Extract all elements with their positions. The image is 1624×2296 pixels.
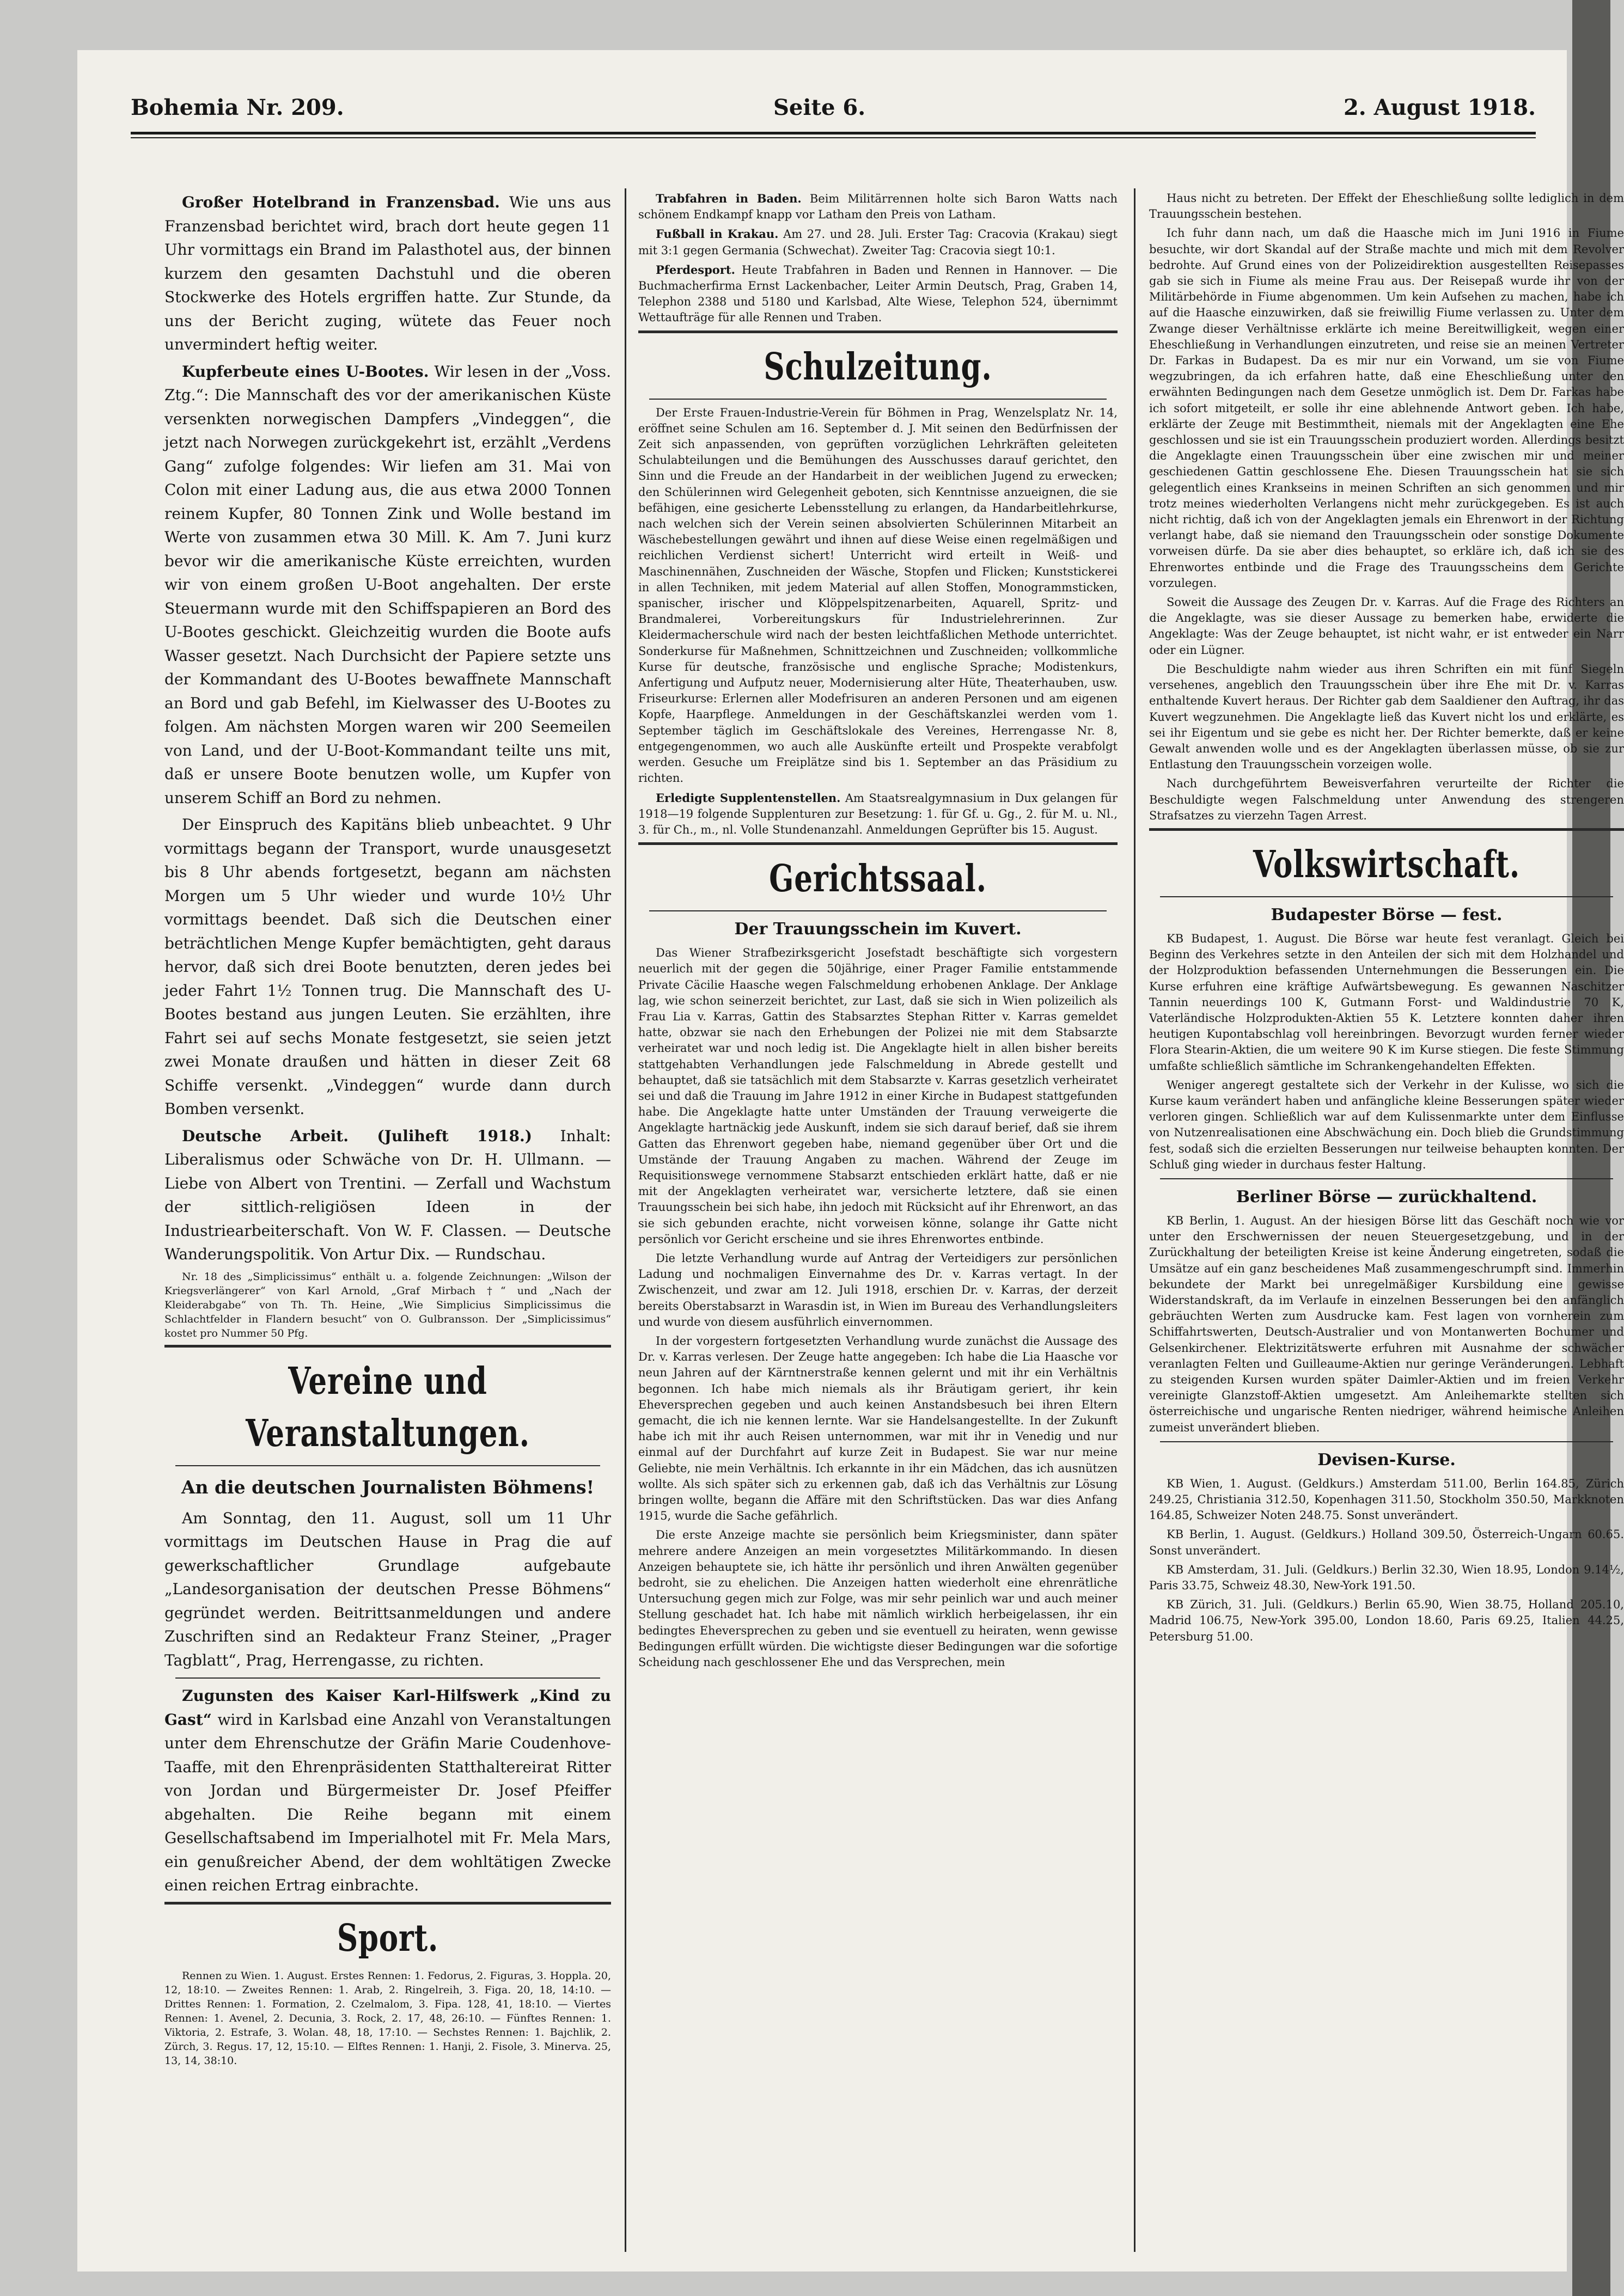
article-trauungsschein-verdict: Nach durchgeführtem Beweisverfahren verurteilte der Richter die Beschuldigte wegen Falschmeldung unter Anwendung des strengeren Strafsatzes zu vierzehn Tagen Arrest. — [1149, 777, 1624, 822]
article-trauungsschein-p1: Das Wiener Strafbezirksgericht Josefstadt beschäftigte sich vorgestern neuerlich mit der gegen die 50jährige, einer Prager Familie entstammende Private Cäcilie Haasche wegen Falschmeldung erhobenen Anklage. Der Anklage lag, wie schon seinerzeit berichtet, zur Last, daß sie sich in Wien polizeilich als Frau Lia v. Karras, Gattin des Stabsarztes Stephan Ritter v. Karras gemeldet hatte, obzwar sie nach den Erhebungen der Polizei nie mit dem Stabsarzte verheiratet war und noch ledig ist. Die Angeklagte hielt in allen bisher bereits stattgehabten Verhandlungen jede Falschmeldung in Abrede gestellt und behauptet, daß sie tatsächlich mit dem Stabsarzte v. Karras gesetzlich verheiratet sei und daß die Trauung im Jahre 1912 in einer Kirche in Budapest stattgefunden habe. Die Angeklagte hatte unter Umständen der Trauung verweigerte die Angeklagte hartnäckig jede Auskunft, indem sie sich darauf berief, daß sie ihrem Gatten das Ehrenwort gegeben habe, niemand gegenüber über Ort und die Umstände der Trauung Angaben zu machen. Während der Zeuge im Requisitionswege vernommene Stabsarzt entschieden erklärt hatte, daß er nie mit der Angeklagten verheiratet war, versicherte letztere, daß sie einen Trauungsschein bei sich habe, ihn jedoch mit Rücksicht auf ihr Ehrenwort, an das sie sich gebunden erachte, nicht vorweisen könne, solange ihr Gatte nicht persönlich vor Gericht erscheine und sie ihres Ehrenwortes entbinde. — [638, 946, 1118, 1246]
article-trauungsschein-p4: Die erste Anzeige machte sie persönlich beim Kriegsminister, dann später mehrere andere Anzeigen an mein vorgesetztes Militärkommando. In diesen Anzeigen behauptete sie, ich hätte ihr persönlich und ihren Anwälten gegenüber bedroht, sie zu ehelichen. Die Anzeigen hatten wiederholt eine ehrenrätliche Untersuchung gegen mich zur Folge, was mir sehr peinlich war und auch meiner Stellung geschadet hat. Ich habe mit nämlich wirklich herbeigelassen, ihr ein bedingtes Eheversprechen zu geben und sie eventuell zu heiraten, wenn gewisse Bedingungen erfüllt würden. Die wichtigste dieser Bedingungen war die sofortige Scheidung nach geschlossener Ehe und das Versprechen, mein — [638, 1528, 1118, 1669]
title-rule — [175, 1465, 600, 1466]
article-budapest-2: Weniger angeregt gestaltete sich der Verkehr in der Kulisse, wo sich die Kurse kaum verändert haben und anfängliche kleine Besserungen später wieder verloren gingen. Schließlich war auf dem Kulissenmarkte unter dem Einflusse von Nutzenrealisationen eine Abschwächung ein. Doch blieb die Grundstimmung fest, sodaß sich die erzielten Besserungen nur teilweise behaupten konnten. Der Schluß ging wieder in durchaus fester Haltung. — [1149, 1078, 1624, 1171]
article-trauungsschein-p2: Die letzte Verhandlung wurde auf Antrag der Verteidigers zur persönlichen Ladung und nochmaligen Einvernahme des Dr. v. Karras vertagt. In der Zwischenzeit, und zwar am 12. Juli 1918, erschien Dr. v. Karras, der derzeit bereits Oberstabsarzt in Warasdin ist, in Wien im Bureau des Verhandlungsleiters und wurde von diesem ausführlich einvernommen. — [638, 1251, 1118, 1328]
article-berlin: KB Berlin, 1. August. An der hiesigen Börse litt das Geschäft noch wie vor unter den Erschwernissen der neuen Steuergesetzgebung, und in der Zurückhaltung der beteiligten Kreise ist keine Änderung eingetreten, sodaß die Umsätze auf ein ganz bescheidenes Maß zusammengeschrumpft sind. Immerhin bekundete der Markt bei unregelmäßiger Kursbildung eine gewisse Widerstandskraft, da im Verlaufe in einzelnen Besserungen bei den anfänglich gebräuchten Werten zum Ausdrucke kam. Fest lagen von vornherein zum Schiffahrtswerten, Deutsch-Australier und von Montanwerten Bochumer und Gelsenkirchener. Elektrizitätswerte erfuhren mit Ausnahme der schwächer veranlagten Felten und Guilleaume-Aktien nur geringe Veränderungen. Lebhaft zu steigenden Kursen wurden später Daimler-Aktien und im freien Verkehr vereinigte Glanzstoff-Aktien umgesetzt. Am Anleihemarkte stellten sich österreichische und ungarische Renten niedriger, während heimische Anleihen zumeist unverändert blieben. — [1149, 1214, 1624, 1434]
article-budapest-1: KB Budapest, 1. August. Die Börse war heute fest veranlagt. Gleich bei Beginn des Verkehres setzte in den Anteilen der sich mit dem Holzhandel und der Holzproduktion befassenden Unternehmungen die Besserungen ein. Die Kurse erfuhren eine kräftige Aufwärtsbewegung. Es gewannen Naschitzer Tannin neuerdings 100 K, Gutmann Forst- und Waldindustrie 70 K, Vaterländische Holzprodukten-Aktien 55 K. Letztere konnten daher ihren heutigen Kupontabschlag voll hereinbringen. Bevorzugt wurden ferner wieder Flora Stearin-Aktien, die um weitere 90 K im Kurse stiegen. Die feste Stimmung umfaßte schließlich sämtliche im Schrankengehandelten Effekten. — [1149, 932, 1624, 1073]
devisen-wien: KB Wien, 1. August. (Geldkurs.) Amsterdam 511.00, Berlin 164.85, Zürich 249.25, Christiania 312.50, Kopenhagen 311.50, Stockholm 350.50, Markknoten 164.85, Schweizer Noten 248.75. Sonst unverändert. — [1149, 1477, 1624, 1522]
section-rule-gericht — [638, 842, 1118, 845]
devisen-zuerich: KB Zürich, 31. Juli. (Geldkurs.) Berlin 65.90, Wien 38.75, Holland 205.10, Madrid 106.75, New-York 395.00, London 18.60, Paris 69.25, Italien 44.25, Petersburg 51.00. — [1149, 1598, 1624, 1643]
notice-simplicissimus-wrap — [164, 1270, 611, 1340]
article-deutsche-arbeit: Deutsche Arbeit. (Juliheft 1918.) Inhalt: Liberalismus oder Schwäche von Dr. H. Ullmann. — Liebe von Albert von Trentini. — Zerfall und Wachstum der sittlich-religiösen Ideen in der Industriearbeiterschaft. Von W. F. Classen. — Deutsche Wanderungspolitik. Von Artur Dix. — Rundschau. — [164, 1126, 611, 1263]
article-fussball: Fußball in Krakau. Am 27. und 28. Juli. Erster Tag: Cracovia (Krakau) siegt mit 3:1 gegen Germania (Schwechat). Zweiter Tag: Cracovia siegt 10:1. — [638, 227, 1118, 257]
title-rule-volks — [1160, 896, 1613, 897]
column-3 — [1149, 191, 1624, 2249]
headline-berliner-boerse: Berliner Börse — zurückhaltend. — [1236, 1187, 1537, 1207]
section-rule-volks — [1149, 828, 1624, 831]
article-supplenten: Erledigte Supplentenstellen. Am Staatsrealgymnasium in Dux gelangen für 1918—19 folgende Supplenturen zur Besetzung: 1. für Gf. u. Gg., 2. für M. u. Nl., 3. für Ch., m., nl. Volle Stundenanzahl. Anmeldungen Geprüfter bis 15. August. — [638, 791, 1118, 836]
page-number: Seite 6. — [773, 95, 866, 120]
section-rule-sport — [164, 1902, 611, 1905]
headline-devisen-kurse: Devisen-Kurse. — [1317, 1450, 1456, 1470]
article-trauungsschein-cont-1: Haus nicht zu betreten. Der Effekt der Eheschließung sollte lediglich in dem Trauungsschein bestehen. — [1149, 192, 1624, 221]
sport-results-wrap — [164, 1969, 611, 2068]
issue-label: Bohemia Nr. 209. — [131, 95, 344, 120]
column-separator-2 — [1134, 188, 1135, 2252]
header-rule — [131, 132, 1536, 134]
article-trauungsschein-cont-4: Die Beschuldigte nahm wieder aus ihren Schriften ein mit fünf Siegeln versehenes, angeblich den Trauungsschein über ihre Ehe mit Dr. v. Karras enthaltende Kuvert heraus. Der Richter gab dem Saaldiener den Auftrag, ihr das Kuvert wegzunehmen. Die Angeklagte ließ das Kuvert nicht los und erklärte, es sei ihr Eigentum und sie gebe es nicht her. Der Richter bemerkte, daß er keine Gewalt anwenden wolle und es der Angeklagten überlassen müsse, ob sie zur Entlastung den Trauungsschein vorzeigen wolle. — [1149, 662, 1624, 772]
article-trabfahren: Trabfahren in Baden. Beim Militärrennen holte sich Baron Watts nach schönem Endkampf knapp vor Latham den Preis von Latham. — [638, 192, 1118, 222]
section-title-volkswirtschaft: Volkswirtschaft. — [1253, 842, 1521, 886]
article-uboot: Kupferbeute eines U-Bootes. Wir lesen in der „Voss. Ztg.“: Die Mannschaft des vor der amerikanischen Küste versenkten norwegischen Dampfers „Vindeggen“, die jetzt nach Norwegen zurückgekehrt ist, erzählt „Verdens Gang“ zufolge folgendes: Wir liefen am 31. Mai von Colon mit einer Ladung aus, die aus etwa 2000 Tonnen reinem Kupfer, 80 Tonnen Zink und Wolle bestand im Werte von zusammen etwa 30 Mill. K. Am 7. Juni kurz bevor wir die amerikanische Küste erreichten, wurden wir von einem großen U-Boot angehalten. Der erste Steuermann wurde mit den Schiffspapieren an Bord des U-Bootes geschickt. Gleichzeitig wurden die Boote aufs Wasser gesetzt. Nach Durchsicht der Papiere setzte uns der Kommandant des U-Bootes bewaffnete Mannschaft an Bord und gab Befehl, im Kielwasser des U-Bootes zu folgen. Am nächsten Morgen waren wir 200 Seemeilen von Land, und der U-Boot-Kommandant teilte uns mit, daß er unsere Boote benutzen wolle, um Kupfer von unserem Schiff an Bord zu nehmen. — [164, 362, 611, 807]
header-rule-thin — [131, 137, 1536, 138]
column-separator-1 — [625, 188, 626, 2252]
article-frauen-verein: Der Erste Frauen-Industrie-Verein für Böhmen in Prag, Wenzelsplatz Nr. 14, eröffnet seine Schulen am 16. September d. J. Mit seinen den Bedürfnissen der Zeit sich anpassenden, von geprüften vorzüglichen Lehrkräften geleiteten Schulabteilungen und die Bemühungen des Ausschusses darauf gerichtet, den Sinn und die Freude an der Handarbeit in der weiblichen Jugend zu erwecken; den Schülerinnen wird Gelegenheit geboten, sich Kenntnisse anzueignen, die sie befähigen, eine gesicherte Lebensstellung zu erlangen, da Handarbeitlehrkurse, nach welchen sich der Verein seinen absolvierten Schülerinnen Mitarbeit an Wäschebestellungen gewährt und ihnen auf diese Weise einen regelmäßigen und reichlichen Verdienst sichert! Unterricht wird erteilt in Weiß- und Maschinennähen, Zuschneiden der Wäsche, Stopfen und Flicken; Kunststickerei in allen Techniken, mit jedem Material auf allen Stoffen, Monogrammsticken, spanischer, irischer und Klöppelspitzenarbeiten, Aquarell, Spritz- und Brandmalerei, Vorbereitungskurs für Industrielehrerinnen. Zur Kleidermacherschule wird nach der besten leichtfaßlichen Methode unterrichtet. Sonderkurse für Maßnehmen, Schnittzeichnen und Zuschneiden; vollkommliche Kurse für deutsche, französische und englische Sprache; Modistenkurs, Anfertigung und Aufputz neuer, Modernisierung alter Hüte, Theaterhauben, usw. Friseurkurse: Erlernen aller Modefrisuren an anderen Personen und am eigenen Kopfe, Haarpflege. Anmeldungen in der Geschäftskanzlei werden vom 1. September täglich im Geschäftslokale des Vereines, Herrengasse Nr. 8, entgegengenommen, wo auch alle Auskünfte erteilt und Prospekte verabfolgt werden. Gesuche um Freiplätze sind bis 1. September an das Präsidium zu richten. — [638, 406, 1118, 785]
section-rule — [164, 1345, 611, 1348]
notice-simplicissimus: Nr. 18 des „Simplicissimus“ enthält u. a. folgende Zeichnungen: „Wilson der Kriegsverlängerer“ von Karl Arnold, „Graf Mirbach †“ und „Nach der Kleiderabgabe“ von Th. Th. Heine, „Wie Simplicius Simplicissimus die Schlachtfelder in Flandern besucht“ von O. Gulbransson. Der „Simplicissimus“ kostet pro Nummer 50 Pfg. — [164, 1270, 611, 1339]
article-rule-devisen — [1160, 1441, 1613, 1442]
article-uboot-cont: Der Einspruch des Kapitäns blieb unbeachtet. 9 Uhr vormittags begann der Transport, wurde unausgesetzt bis 8 Uhr abends fortgesetzt, begann am nächsten Morgen um 5 Uhr wieder und wurde 10½ Uhr vormittags beendet. Daß sich die Deutschen einer beträchtlichen Menge Kupfer bemächtigten, geht daraus hervor, daß sich drei Boote benutzten, deren jedes bei jeder Fahrt 1½ Tonnen trug. Die Mannschaft des U-Bootes bestand aus jungen Leuten. Sie erzählten, ihre Fahrt sei auf sechs Monate festgesetzt, sie seien jetzt zwei Monate draußen und hätten in dieser Zeit 68 Schiffe versenkt. „Vindeggen“ wurde dann durch Bomben versenkt. — [164, 816, 611, 1118]
devisen-berlin: KB Berlin, 1. August. (Geldkurs.) Holland 309.50, Österreich-Ungarn 60.65. Sonst unverändert. — [1149, 1528, 1624, 1557]
column-2 — [638, 191, 1118, 2249]
sport-results: Rennen zu Wien. 1. August. Erstes Rennen: 1. Fedorus, 2. Figuras, 3. Hoppla. 20, 12, 18:10. — Zweites Rennen: 1. Arab, 2. Ringelreih, 3. Figa. 20, 18, 14:10. — Drittes Rennen: 1. Formation, 2. Czelmalom, 3. Fipa. 128, 41, 18:10. — Viertes Rennen: 1. Avenel, 2. Decunia, 3. Rock, 2. 17, 48, 26:10. — Fünftes Rennen: 1. Viktoria, 2. Estrafe, 3. Wolan. 48, 18, 17:10. — Sechstes Rennen: 1. Bajchlik, 2. Zürch, 3. Regus. 17, 12, 15:10. — Elftes Rennen: 1. Hanji, 2. Fisole, 3. Minerva. 25, 13, 14, 38:10. — [164, 1969, 611, 2067]
page-header — [131, 88, 1536, 127]
title-rule-schul — [649, 399, 1107, 400]
devisen-amsterdam: KB Amsterdam, 31. Juli. (Geldkurs.) Berlin 32.30, Wien 18.95, London 9.14½, Paris 33.75, Schweiz 48.30, New-York 191.50. — [1149, 1563, 1624, 1593]
newspaper-page — [77, 50, 1624, 2271]
headline-trauungsschein: Der Trauungsschein im Kuvert. — [734, 920, 1022, 939]
article-journalisten: Am Sonntag, den 11. August, soll um 11 Uhr vormittags im Deutschen Hause in Prag die auf gewerkschaftlicher Grundlage aufgebaute „Landesorganisation der deutschen Presse Böhmens“ gegründet werden. Beitrittsanmeldungen und andere Zuschriften sind an Redakteur Franz Steiner, „Prager Tagblatt“, Prag, Herrengasse, zu richten. — [164, 1509, 611, 1669]
article-rule-berlin — [1160, 1178, 1613, 1179]
article-trauungsschein-cont-2: Ich fuhr dann nach, um daß die Haasche mich im Juni 1916 in Fiume besuchte, wir dort Skandal auf der Straße machte und mich mit dem Revolver bedrohte. Auf Grund eines von der Polizeidirektion ausgestellten Reisepasses gab sie sich in Fiume als meine Frau aus. Der Reisepaß wurde ihr von der Militärbehörde in Fiume abgenommen. Um kein Aufsehen zu machen, habe ich auf die Haasche einzuwirken, daß sie freiwillig Fiume verlassen zu. Unter dem Zwange dieser Verhältnisse erklärte ich meine Bereitwilligkeit, wegen einer Eheschließung in Verhandlungen einzutreten, und reise sie an meinen Vertreter Dr. Farkas in Budapest. Da es mir nur ein Vorwand, um sie von Fiume wegzubringen, da ich erfahren hatte, daß eine Eheschließung unter den erwähnten Bedingungen nach dem Gesetze unmöglich ist. Dem Dr. Farkas habe ich sofort mitgeteilt, er solle ihr eine ablehnende Antwort geben. Ich habe, erklärte der Zeuge mit Bestimmtheit, niemals mit der Angeklagten eine Ehe geschlossen und sie ist ein Trauungsschein produziert worden. Allerdings besitzt die Angeklagte einen Trauungsschein über eine zwischen mir und meiner geschiedenen Gattin geschlossene Ehe. Diesen Trauungsschein hat sie sich gelegentlich eines Krankseins in meinen Schriften an sich genommen und mir trotz meines wiederholten Verlangens nicht mehr zurückgegeben. Es ist auch nicht richtig, daß ich von der Angeklagten jemals ein Ehrenwort in der Richtung verlangt habe, daß sie niemand den Trauungsschein oder sonstige Dokumente vorweisen dürfe. Da sie aber dies behauptet, so erkläre ich, daß ich sie des Ehrenwortes entbinde und die Frage des Trauungsscheins dem Gerichte vorzulegen. — [1149, 226, 1624, 590]
article-trauungsschein-cont-3: Soweit die Aussage des Zeugen Dr. v. Karras. Auf die Frage des Richters an die Angeklagte, was sie dieser Aussage zu bemerken habe, erwiderte die Angeklagte: Was der Zeuge behauptet, ist nicht wahr, er ist entweder ein Narr oder ein Lügner. — [1149, 596, 1624, 657]
section-title-gerichtssaal: Gerichtssaal. — [769, 857, 987, 901]
section-rule-schul — [638, 330, 1118, 333]
column-1 — [164, 191, 611, 2249]
article-trauungsschein-p3: In der vorgestern fortgesetzten Verhandlung wurde zunächst die Aussage des Dr. v. Karras verlesen. Der Zeuge hatte angegeben: Ich habe die Lia Haasche vor neun Jahren auf der Kärntnerstraße kennen gelernt und mit ihr ein Verhältnis begonnen. Ich habe mich niemals als ihr Bräutigam geriert, ihr kein Eheversprechen gegeben und auch keinen Anstandsbesuch bei ihren Eltern gemacht, die ich nie kennen lernte. War sie Handelsangestellte. In der Zukunft habe ich mit ihr auch Reisen unternommen, war mit ihr in Venedig und nur einmal auf der Durchfahrt auf kurze Zeit in Budapest. Sie war nur meine Geliebte, nie mein Verhältnis. Ich erkannte in ihr ein Mädchen, das ich ausnützen wollte. Als sich später sich zu erkennen gab, daß ich das Verhältnis zur Lösung bringen wollte, begann die Affäre mit den Schriftstücken. Das war dies Anfang 1915, wurde die Sache gefährlich. — [638, 1334, 1118, 1523]
section-title-vereine: Vereine und Veranstaltungen. — [246, 1359, 530, 1455]
section-title-schulzeitung: Schulzeitung. — [764, 345, 992, 389]
section-title-sport: Sport. — [337, 1916, 439, 1960]
title-rule-gericht — [649, 910, 1107, 911]
article-hotel-fire: Großer Hotelbrand in Franzensbad. Wie uns aus Franzensbad berichtet wird, brach dort heute gegen 11 Uhr vormittags ein Brand im Palasthotel aus, der binnen kurzem den gesamten Dachstuhl und die oberen Stockwerke des Hotels ergriffen hatte. Zur Stunde, da uns der Bericht zuging, wütete das Feuer noch unvermindert heftig weiter. — [164, 193, 611, 353]
issue-date: 2. August 1918. — [1343, 95, 1536, 120]
article-karl-hilfswerk: Zugunsten des Kaiser Karl-Hilfswerk „Kind zu Gast“ wird in Karlsbad eine Anzahl von Veranstaltungen unter dem Ehrenschutze der Gräfin Marie Coudenhove-Taaffe, mit den Ehrenpräsidenten Statthaltereirat Ritter von Jordan und Bürgermeister Dr. Josef Pfeiffer abgehalten. Die Reihe begann mit einem Gesellschaftsabend im Imperialhotel mit Fr. Mela Mars, ein genußreicher Abend, der dem wohltätigen Zwecke einen reichen Ertrag einbrachte. — [164, 1687, 611, 1894]
headline-budapester-boerse: Budapester Börse — fest. — [1271, 905, 1503, 924]
article-pferdesport: Pferdesport. Heute Trabfahren in Baden und Rennen in Hannover. — Die Buchmacherfirma Ernst Lackenbacher, Leiter Armin Deutsch, Prag, Graben 14, Telephon 2388 und 5180 und Karlsbad, Alte Wiese, Telephon 524, übernimmt Wettaufträge für alle Rennen und Traben. — [638, 262, 1118, 324]
headline-journalisten: An die deutschen Journalisten Böhmens! — [181, 1476, 595, 1498]
article-rule — [175, 1677, 600, 1679]
